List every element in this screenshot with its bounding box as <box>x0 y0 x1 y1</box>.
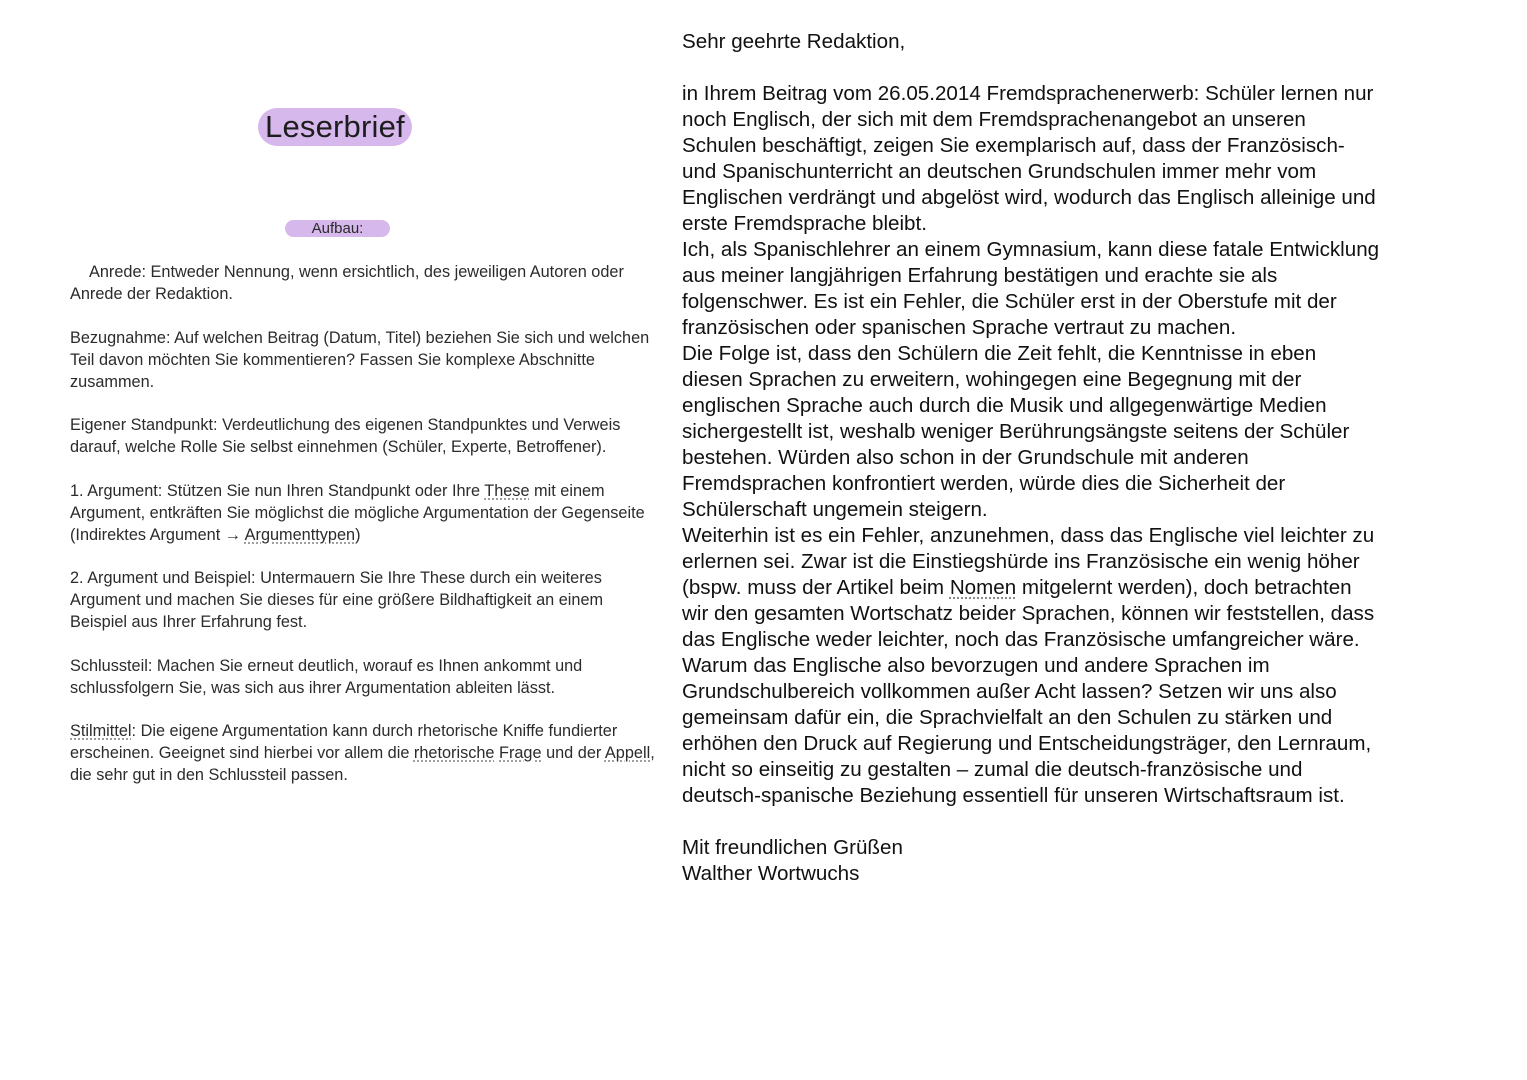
letter-paragraph-3: Die Folge ist, dass den Schülern die Zeit fehlt, die Kenntnisse in eben diesen Sprachen zu erweitern, wohingegen eine Begegnung mit der englischen Sprache auch durch die Musik und allgegenwärtige Medien sichergestellt ist, weshalb weniger Berührungsängste seitens der Schüler bestehen. Würden also schon in der Grundschule mit anderen Fremdsprachen konfrontiert werden, würde dies die Sicherheit der Schülerschaft ungemein steigern. <box>682 342 1350 521</box>
letter-greeting: Sehr geehrte Redaktion, <box>682 30 906 53</box>
guide-arg1-these: These <box>484 481 530 500</box>
guide-stilmittel <box>70 720 660 786</box>
letter-closing: Mit freundlichen Grüßen <box>682 836 903 859</box>
guide-bezugnahme: Bezugnahme: Auf welchen Beitrag (Datum, Titel) beziehen Sie sich und welchen Teil davon möchten Sie kommentieren? Fassen Sie komplexe Abschnitte zusammen. <box>70 328 650 391</box>
letter-paragraph-1: in Ihrem Beitrag vom 26.05.2014 Fremdsprachenerwerb: Schüler lernen nur noch Englisch, der sich mit dem Fremdsprachenangebot an unseren Schulen beschäftigt, zeigen Sie exemplarisch auf, dass der Französisch- und Spanischunterricht an deutschen Grundschulen immer mehr vom Englischen verdrängt und abgelöst wird, wodurch das Englisch alleinige und erste Fremdsprache bleibt. <box>682 82 1376 235</box>
guide-stilmittel-rhetorische: rhetorische <box>413 744 495 762</box>
letter-p4-text-b: mitgelernt werden), doch betrachten wir den gesamten Wortschatz beider Sprachen, können wir feststellen, dass das Englische weder leichter, noch das Französische umfangreicher wäre. <box>682 576 1375 651</box>
guide-subtitle: Aufbau: <box>285 220 390 237</box>
guide-stilmittel-appell: Appell <box>604 744 651 762</box>
letter-p4-text-a: Weiterhin ist es ein Fehler, anzunehmen, dass das Englische viel leichter zu erlernen sei. Zwar ist die Einstiegshürde ins Französische ein wenig höher (bspw. muss der Artikel beim <box>682 524 1375 599</box>
guide-argument-2: 2. Argument und Beispiel: Untermauern Sie Ihre These durch ein weiteres Argument und machen Sie dieses für eine größere Bildhaftigkeit an einem Beispiel aus Ihrer Erfahrung fest. <box>70 569 604 631</box>
letter-spacer <box>682 809 1382 835</box>
guide-argument-1 <box>70 480 660 546</box>
guide-arg1-text-a: 1. Argument: Stützen Sie nun Ihren Standpunkt oder Ihre <box>70 481 485 500</box>
letter-signature: Walther Wortwuchs <box>682 862 860 885</box>
letter-p4-nomen: Nomen <box>949 576 1017 599</box>
guide-anrede: Anrede: Entweder Nennung, wenn ersichtlich, des jeweiligen Autoren oder Anrede der Redaktion. <box>70 263 624 303</box>
guide-arg1-text-c: ) <box>355 525 361 544</box>
guide-stilmittel-text-a: : Die eigene Argumentation kann durch rhetorische Kniffe fundierter erscheinen. Geeignet sind hierbei vor allem die <box>70 722 618 762</box>
guide-schlussteil: Schlussteil: Machen Sie erneut deutlich, worauf es Ihnen ankommt und schlussfolgern Sie, was sich aus ihrer Argumentation ableiten lässt. <box>70 656 583 697</box>
letter-paragraph-2: Ich, als Spanischlehrer an einem Gymnasium, kann diese fatale Entwicklung aus meiner langjährigen Erfahrung bestätigen und erachte sie als folgenschwer. Es ist ein Fehler, die Schüler erst in der Oberstufe mit der französischen oder spanischen Sprache vertraut zu machen. <box>682 238 1380 339</box>
guide-stilmittel-frage: Frage <box>499 744 542 762</box>
guide-stilmittel-text-d: , die sehr gut in den Schlussteil passen. <box>70 744 655 784</box>
letter-paragraph-4 <box>682 523 1382 653</box>
letter-body <box>682 29 1382 887</box>
guide-title: Leserbrief <box>258 108 412 146</box>
guide-section <box>70 261 660 808</box>
guide-standpunkt: Eigener Standpunkt: Verdeutlichung des eigenen Standpunktes und Verweis darauf, welche Rolle Sie selbst einnehmen (Schüler, Experte, Betroffener). <box>70 416 621 456</box>
guide-arg1-argumenttypen: Argumenttypen <box>244 525 356 544</box>
guide-stilmittel-text-c: und der <box>541 744 605 762</box>
letter-paragraph-5: Warum das Englische also bevorzugen und andere Sprachen im Grundschulbereich vollkommen außer Acht lassen? Setzen wir uns also gemeinsam dafür ein, die Sprachvielfalt an den Schulen zu stärken und erhöhen den Druck auf Regierung und Entscheidungsträger, den Lernraum, nicht so einseitig zu gestalten – zumal die deutsch-französische und deutsch-spanische Beziehung essentiell für unseren Wirtschaftsraum ist. <box>682 654 1372 807</box>
letter-spacer <box>682 55 1382 81</box>
guide-arg1-text-b: mit einem Argument, entkräften Sie möglichst die mögliche Argumentation der Gegenseite (Indirektes Argument → <box>70 481 645 544</box>
guide-stilmittel-term: Stilmittel <box>70 722 132 740</box>
